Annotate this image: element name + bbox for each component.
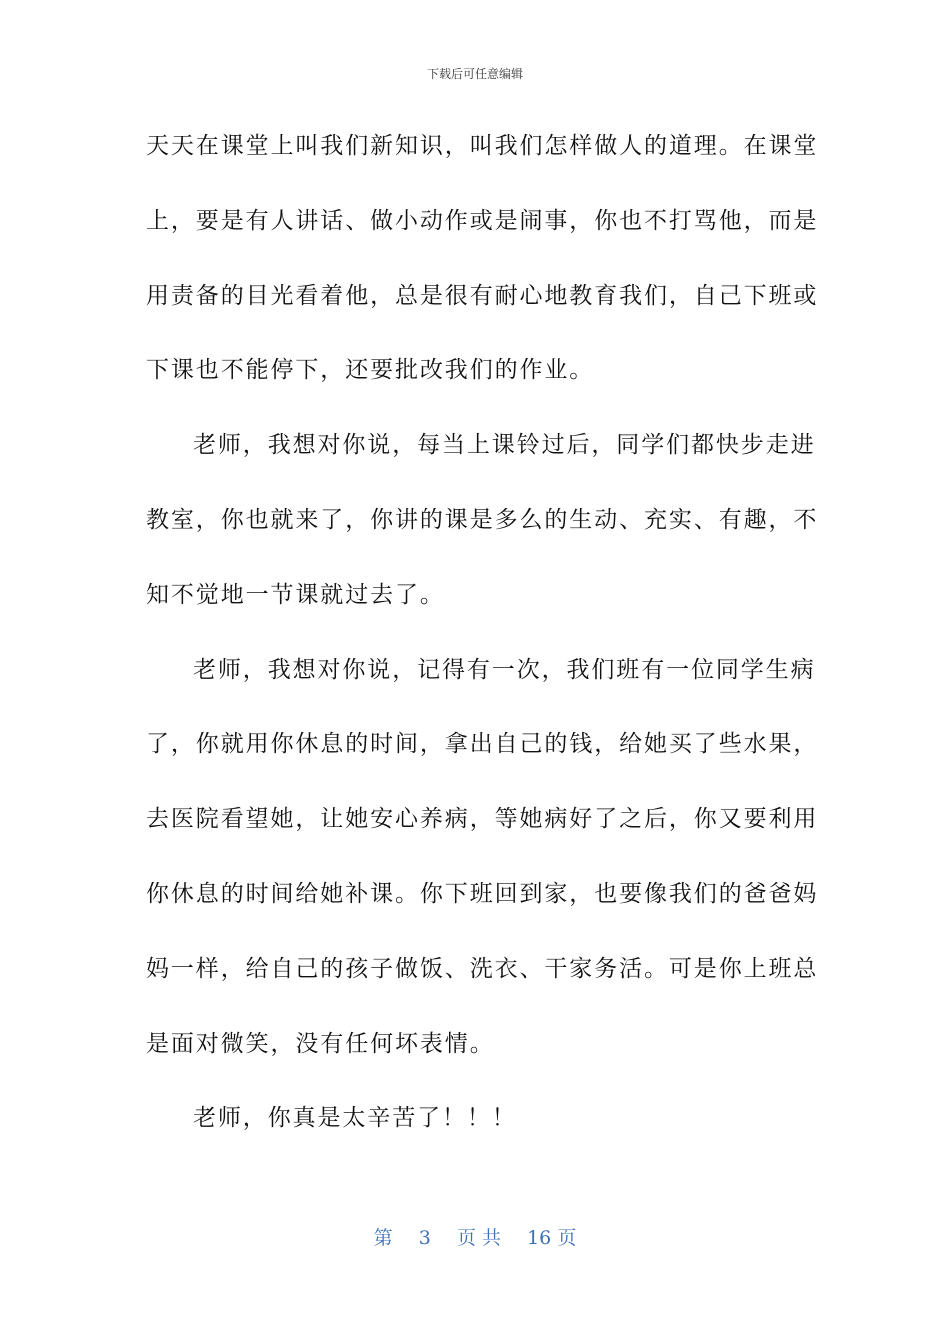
text-line: 用责备的目光看着他，总是很有耐心地教育我们，自己下班或 <box>146 282 819 309</box>
page-prefix: 第 <box>373 1227 393 1249</box>
text-line: 下课也不能停下，还要批改我们的作业。 <box>146 357 595 384</box>
text-line: 上，要是有人讲话、做小动作或是闹事，你也不打骂他，而是 <box>146 207 819 234</box>
paragraph-start-line: 老师，我想对你说，每当上课铃过后，同学们都快步走进 <box>193 432 816 459</box>
page-suffix: 页 <box>557 1227 577 1249</box>
text-line: 妈一样，给自己的孩子做饭、洗衣、干家务活。可是你上班总 <box>146 955 819 982</box>
paragraph-start-line: 老师，我想对你说，记得有一次，我们班有一位同学生病 <box>193 656 816 683</box>
total-page-number: 16 <box>527 1227 552 1249</box>
paragraph-start-line: 老师，你真是太辛苦了！！！ <box>193 1105 517 1132</box>
document-body <box>146 124 819 1171</box>
page-number-footer <box>0 1226 950 1250</box>
current-page-number: 3 <box>418 1227 431 1249</box>
text-line: 知不觉地一节课就过去了。 <box>146 581 445 608</box>
page-middle-text: 页 共 <box>456 1227 501 1249</box>
text-line: 天天在课堂上叫我们新知识，叫我们怎样做人的道理。在课堂 <box>146 133 819 159</box>
text-line: 了，你就用你休息的时间，拿出自己的钱，给她买了些水果， <box>146 731 819 758</box>
text-line: 是面对微笑，没有任何坏表情。 <box>146 1030 495 1057</box>
page-header: 下载后可任意编辑 <box>426 67 523 81</box>
text-line: 你休息的时间给她补课。你下班回到家，也要像我们的爸爸妈 <box>146 880 819 907</box>
text-line: 教室，你也就来了，你讲的课是多么的生动、充实、有趣，不 <box>146 506 819 533</box>
text-line: 去医院看望她，让她安心养病，等她病好了之后，你又要利用 <box>146 806 819 833</box>
